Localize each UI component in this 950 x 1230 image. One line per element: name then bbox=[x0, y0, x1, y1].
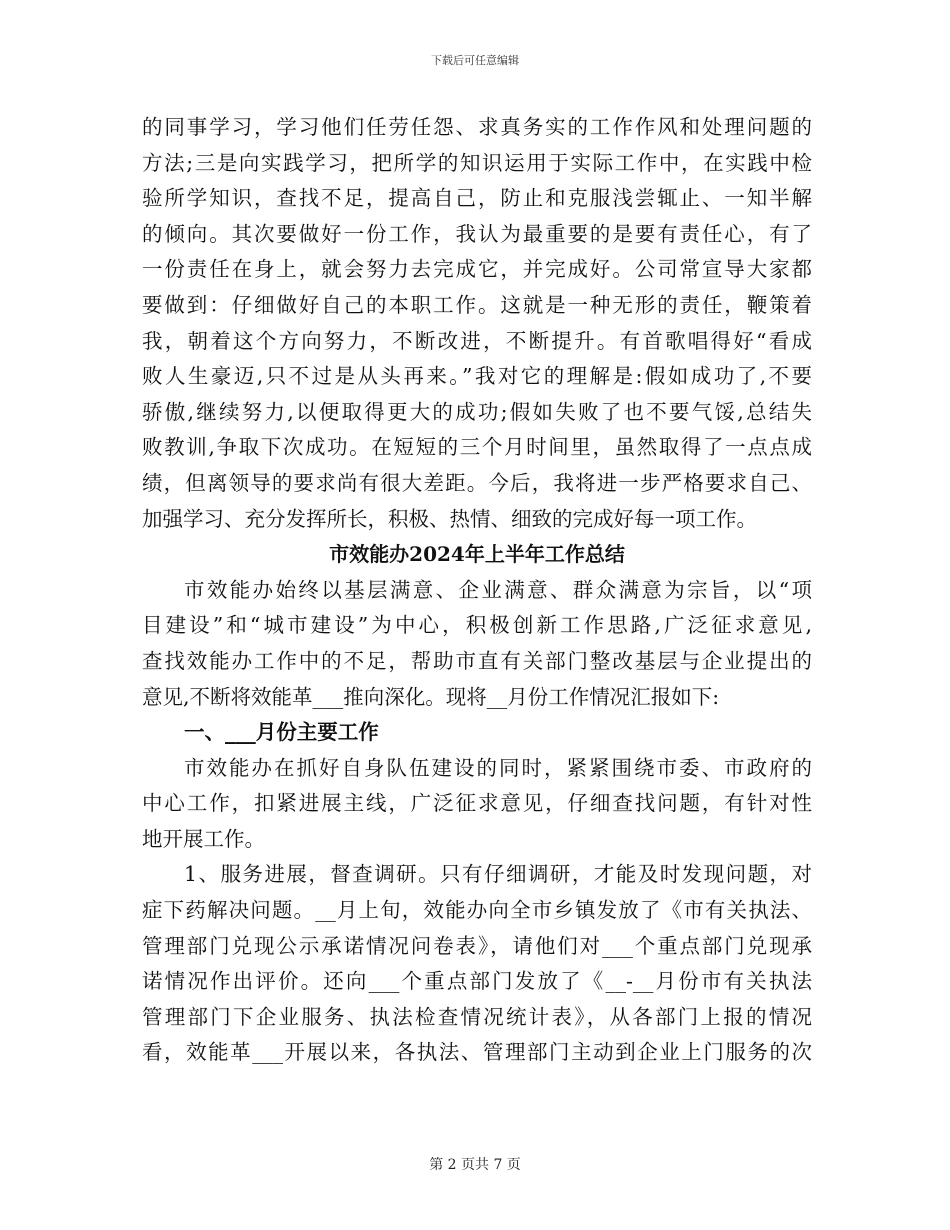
paragraph-line: 意见,不断将效能革___推向深化。现将__月份工作情况汇报如下: bbox=[142, 684, 720, 709]
paragraph-line: 的倾向。其次要做好一份工作，我认为最重要的是要有责任心，有了 bbox=[142, 221, 812, 246]
paragraph-line: 管理部门兑现公示承诺情况问卷表》，请他们对___个重点部门兑现承 bbox=[142, 933, 812, 958]
paragraph-line: 败人生豪迈,只不过是从头再来。”我对它的理解是:假如成功了,不要 bbox=[142, 364, 812, 389]
paragraph-line: 加强学习、充分发挥所长，积极、热情、细致的完成好每一项工作。 bbox=[142, 506, 757, 531]
subsection-heading: 一、___月份主要工作 bbox=[184, 720, 379, 745]
paragraph-line: 的同事学习，学习他们任劳任怨、求真务实的工作作风和处理问题的 bbox=[142, 115, 812, 139]
paragraph-line: 管理部门下企业服务、执法检查情况统计表》，从各部门上报的情况 bbox=[142, 1004, 812, 1029]
paragraph-line: 看，效能革___开展以来，各执法、管理部门主动到企业上门服务的次 bbox=[142, 1040, 812, 1065]
paragraph-line: 验所学知识，查找不足，提高自己，防止和克服浅尝辄止、一知半解 bbox=[142, 186, 812, 211]
page-footer: 第 2 页共 7 页 bbox=[429, 1157, 521, 1173]
paragraph-line: 诺情况作出评价。还向___个重点部门发放了《__-__月份市有关执法 bbox=[142, 969, 812, 994]
paragraph-line: 市效能办在抓好自身队伍建设的同时，紧紧围绕市委、市政府的 bbox=[184, 755, 812, 780]
section-title: 市效能办2024年上半年工作总结 bbox=[329, 542, 625, 567]
paragraph-line: 市效能办始终以基层满意、企业满意、群众满意为宗旨，以“项 bbox=[184, 577, 812, 602]
paragraph-line: 查找效能办工作中的不足，帮助市直有关部门整改基层与企业提出的 bbox=[142, 648, 812, 673]
paragraph-line: 绩，但离领导的要求尚有很大差距。今后，我将进一步严格要求自己、 bbox=[142, 470, 812, 495]
paragraph-line: 要做到：仔细做好自己的本职工作。这就是一种无形的责任，鞭策着 bbox=[142, 292, 812, 317]
paragraph-line: 一份责任在身上，就会努力去完成它，并完成好。公司常宣导大家都 bbox=[142, 257, 812, 282]
paragraph-line: 中心工作，扣紧进展主线，广泛征求意见，仔细查找问题，有针对性 bbox=[142, 791, 812, 816]
paragraph-line: 1、服务进展，督查调研。只有仔细调研，才能及时发现问题，对 bbox=[184, 862, 812, 887]
document-body bbox=[142, 110, 812, 1071]
page-header: 下载后可任意编辑 bbox=[431, 54, 519, 67]
paragraph-line: 我，朝着这个方向努力，不断改进，不断提升。有首歌唱得好“看成 bbox=[142, 328, 812, 353]
paragraph-line: 骄傲,继续努力,以便取得更大的成功;假如失败了也不要气馁,总结失 bbox=[142, 399, 812, 424]
paragraph-line: 目建设”和“城市建设”为中心，积极创新工作思路,广泛征求意见, bbox=[142, 613, 812, 638]
paragraph-line: 地开展工作。 bbox=[142, 826, 265, 851]
paragraph-line: 败教训,争取下次成功。在短短的三个月时间里，虽然取得了一点点成 bbox=[142, 435, 812, 460]
paragraph-line: 症下药解决问题。__月上旬，效能办向全市乡镇发放了《市有关执法、 bbox=[142, 898, 812, 923]
paragraph-line: 方法;三是向实践学习，把所学的知识运用于实际工作中，在实践中检 bbox=[142, 150, 812, 175]
